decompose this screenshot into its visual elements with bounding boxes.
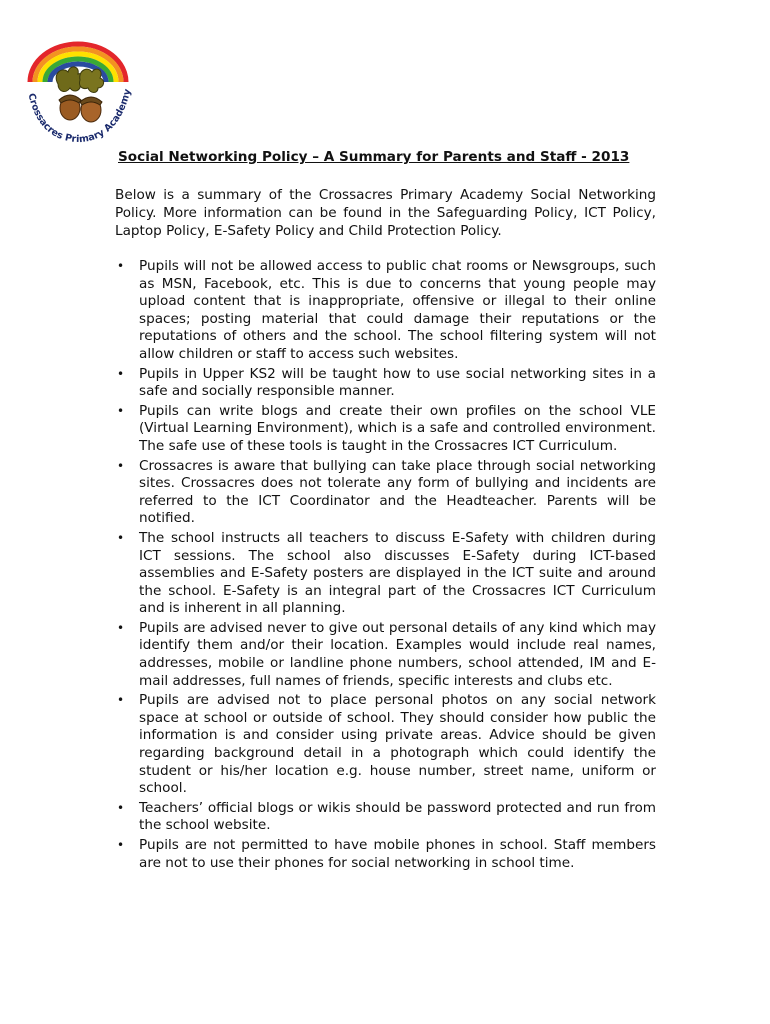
list-item-text: Pupils in Upper KS2 will be taught how to use social networking sites in a safe and socially responsible manner. — [139, 365, 656, 400]
bullet-icon: • — [117, 838, 125, 852]
bullet-icon: • — [117, 366, 125, 381]
bullet-icon: • — [117, 403, 125, 418]
list-item — [115, 530, 656, 618]
bullet-icon: • — [117, 530, 125, 545]
list-item-text: Pupils are not permitted to have mobile phones in school. Staff members are not to use their phones for social networking in school time. — [139, 837, 656, 871]
oak-leaf-icon — [56, 67, 103, 93]
logo-text: Crossacres Primary Academy — [25, 87, 134, 146]
list-item — [115, 458, 656, 528]
intro-paragraph: Below is a summary of the Crossacres Primary Academy Social Networking Policy. More information can be found in the Safeguarding Policy, ICT Policy, Laptop Policy, E-Safety Policy and Child Protection Policy. — [115, 187, 656, 239]
list-item — [115, 837, 656, 872]
list-item — [115, 258, 656, 364]
acorn-icon — [59, 95, 102, 122]
page-title: Social Networking Policy – A Summary for Parents and Staff - 2013 — [118, 149, 630, 165]
bullet-icon: • — [117, 458, 125, 473]
list-item-text: Pupils are advised never to give out personal details of any kind which may identify them and/or their location. Examples would include real names, addresses, mobile or landline phone numbers, school attended, IM and E-mail addresses, full names of friends, specific interests and clubs etc. — [139, 619, 656, 689]
list-item-text: Pupils can write blogs and create their own profiles on the school VLE (Virtual Learning Environment), which is a safe and controlled environment. The safe use of these tools is taught in the Crossacres ICT Curriculum. — [139, 402, 656, 454]
bullet-icon: • — [117, 800, 125, 815]
list-item-text: Teachers’ official blogs or wikis should be password protected and run from the school website. — [139, 799, 656, 834]
bullet-icon: • — [117, 620, 125, 635]
list-item — [115, 620, 656, 690]
list-item-text: Crossacres is aware that bullying can take place through social networking sites. Crossacres does not tolerate any form of bullying and incidents are referred to the ICT Coordinator and the Headteacher. Parents will be notified. — [139, 457, 656, 527]
list-item — [115, 800, 656, 835]
list-item-text: Pupils are advised not to place personal photos on any social network space at school or outside of school. They should consider how public the information is and consider using private areas. Advice should be given regarding background detail in a photograph which could identify the student or his/her location e.g. house number, street name, uniform or school. — [139, 692, 656, 797]
list-item-text: The school instructs all teachers to discuss E-Safety with children during ICT sessions. The school also discusses E-Safety during ICT-based assemblies and E-Safety posters are displayed in the ICT suite and around the school. E-Safety is an integral part of the Crossacres ICT Curriculum and is inherent in all planning. — [139, 529, 656, 617]
policy-bullet-list — [115, 258, 656, 874]
list-item — [115, 366, 656, 401]
list-item — [115, 403, 656, 456]
school-logo — [18, 30, 138, 160]
list-item — [115, 692, 656, 798]
list-item-text: Pupils will not be allowed access to public chat rooms or Newsgroups, such as MSN, Facebook, etc. This is due to concerns that young people may upload content that is inappropriate, offensive or illegal to their online spaces; posting material that could damage their reputations or the reputations of others and the school. The school filtering system will not allow children or staff to access such websites. — [139, 258, 656, 362]
bullet-icon: • — [117, 693, 125, 708]
bullet-icon: • — [117, 259, 125, 273]
